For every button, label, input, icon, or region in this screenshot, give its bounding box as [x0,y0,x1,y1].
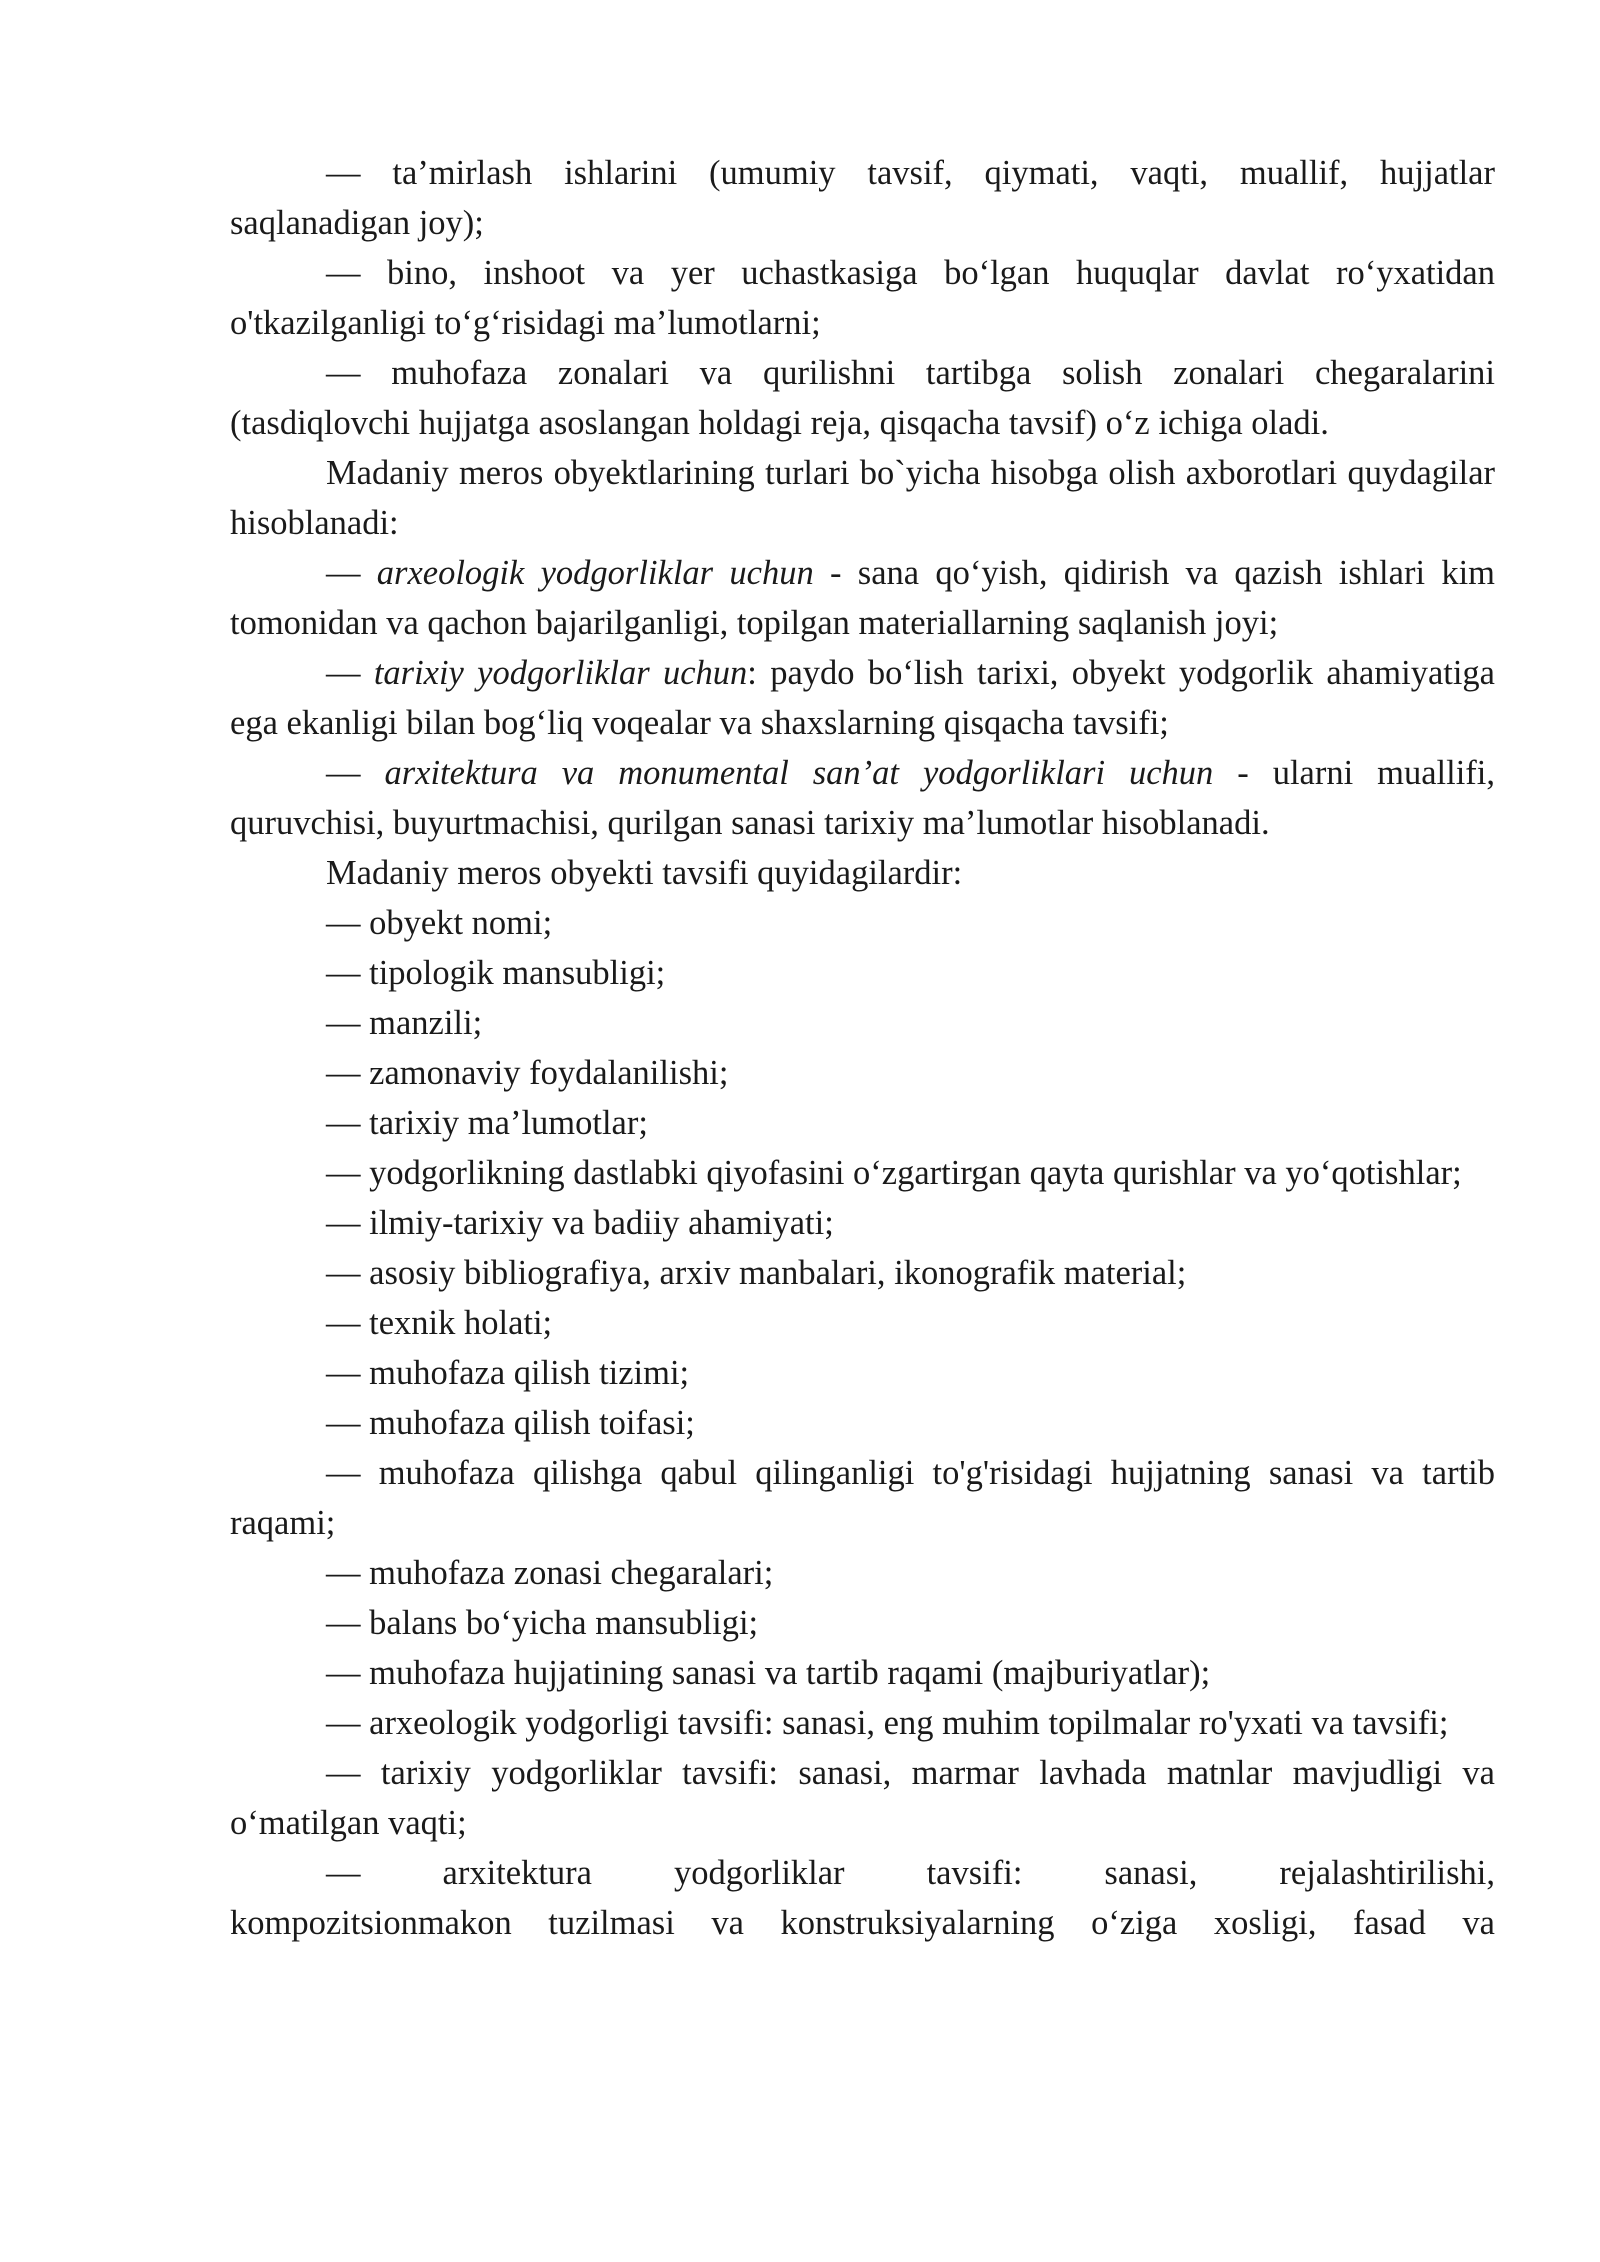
final-line-2: kompozitsionmakon tuzilmasi va konstruksiyalarning o‘ziga xosligi, fasad va [230,1904,1495,1942]
list-item: — tarixiy yodgorliklar tavsifi: sanasi, marmar lavhada matnlar mavjudligi va o‘matilgan vaqti; [230,1754,1495,1842]
dash: — [326,554,377,592]
dash: — [326,654,374,692]
list-item: — muhofaza qilishga qabul qilinganligi to'g'risidagi hujjatning sanasi va tartib raqami; [230,1454,1495,1542]
italic-term-historical: tarixiy yodgorliklar uchun [373,654,748,692]
list-item: — texnik holati; [326,1304,553,1342]
paragraph-text: - ularni muallifi, quruvchisi, buyurtmachisi, qurilgan sanasi tarixiy ma’lumotlar hisoblanadi. [230,754,1495,842]
list-item: — asosiy bibliografiya, arxiv manbalari, ikonografik material; [326,1254,1187,1292]
list-item: — manzili; [326,1004,483,1042]
list-item: — muhofaza qilish toifasi; [326,1404,695,1442]
list-item: — arxeologik yodgorligi tavsifi: sanasi, eng muhim topilmalar ro'yxati va tavsifi; [326,1704,1449,1742]
paragraph-text: : paydo bo‘lish tarixi, obyekt yodgorlik ahamiyatiga ega ekanligi bilan bog‘liq voqealar va shaxslarning qisqacha tavsifi; [230,654,1495,742]
list-item: — obyekt nomi; [326,904,553,942]
paragraph-architecture [230,748,1495,848]
paragraph-property-rights: — bino, inshoot va yer uchastkasiga bo‘lgan huquqlar davlat ro‘yxatidan o'tkazilganligi to‘g‘risidagi ma’lumotlarni; [230,254,1495,342]
list-item: — tarixiy ma’lumotlar; [326,1104,648,1142]
paragraph-historical [230,648,1495,748]
paragraph-architecture-description [230,1848,1495,1948]
paragraph-archaeological [230,548,1495,648]
paragraph-protection-zones: — muhofaza zonalari va qurilishni tartibga solish zonalari chegaralarini (tasdiqlovchi hujjatga asoslangan holdagi reja, qisqacha tavsif) o‘z ichiga oladi. [230,354,1495,442]
italic-term-architecture: arxitektura va monumental san’at yodgorliklari uchun [384,754,1214,792]
list-item: — balans bo‘yicha mansubligi; [326,1604,759,1642]
paragraph-text: - sana qo‘yish, qidirish va qazish ishlari kim tomonidan va qachon bajarilganligi, topilgan materiallarning saqlanish joyi; [230,554,1495,642]
paragraph-description-intro: Madaniy meros obyekti tavsifi quyidagilardir: [326,854,963,892]
italic-term-archaeological: arxeologik yodgorliklar uchun [376,554,814,592]
description-list [230,898,1495,1848]
paragraph-repairs: — ta’mirlash ishlarini (umumiy tavsif, qiymati, vaqti, muallif, hujjatlar saqlanadigan joy); [230,154,1495,242]
final-line-1: — arxitektura yodgorliklar tavsifi: sanasi, rejalashtirilishi, [326,1854,1495,1892]
list-item: — muhofaza zonasi chegaralari; [326,1554,774,1592]
list-item: — yodgorlikning dastlabki qiyofasini o‘zgartirgan qayta qurishlar va yo‘qotishlar; [326,1154,1462,1192]
paragraph-accounting-info: Madaniy meros obyektlarining turlari bo`yicha hisobga olish axborotlari quydagilar hisoblanadi: [230,454,1495,542]
document-page [230,148,1495,1948]
list-item: — tipologik mansubligi; [326,954,666,992]
list-item: — zamonaviy foydalanilishi; [326,1054,729,1092]
list-item: — ilmiy-tarixiy va badiiy ahamiyati; [326,1204,834,1242]
list-item: — muhofaza qilish tizimi; [326,1354,690,1392]
list-item: — muhofaza hujjatining sanasi va tartib raqami (majburiyatlar); [326,1654,1211,1692]
dash: — [326,754,385,792]
